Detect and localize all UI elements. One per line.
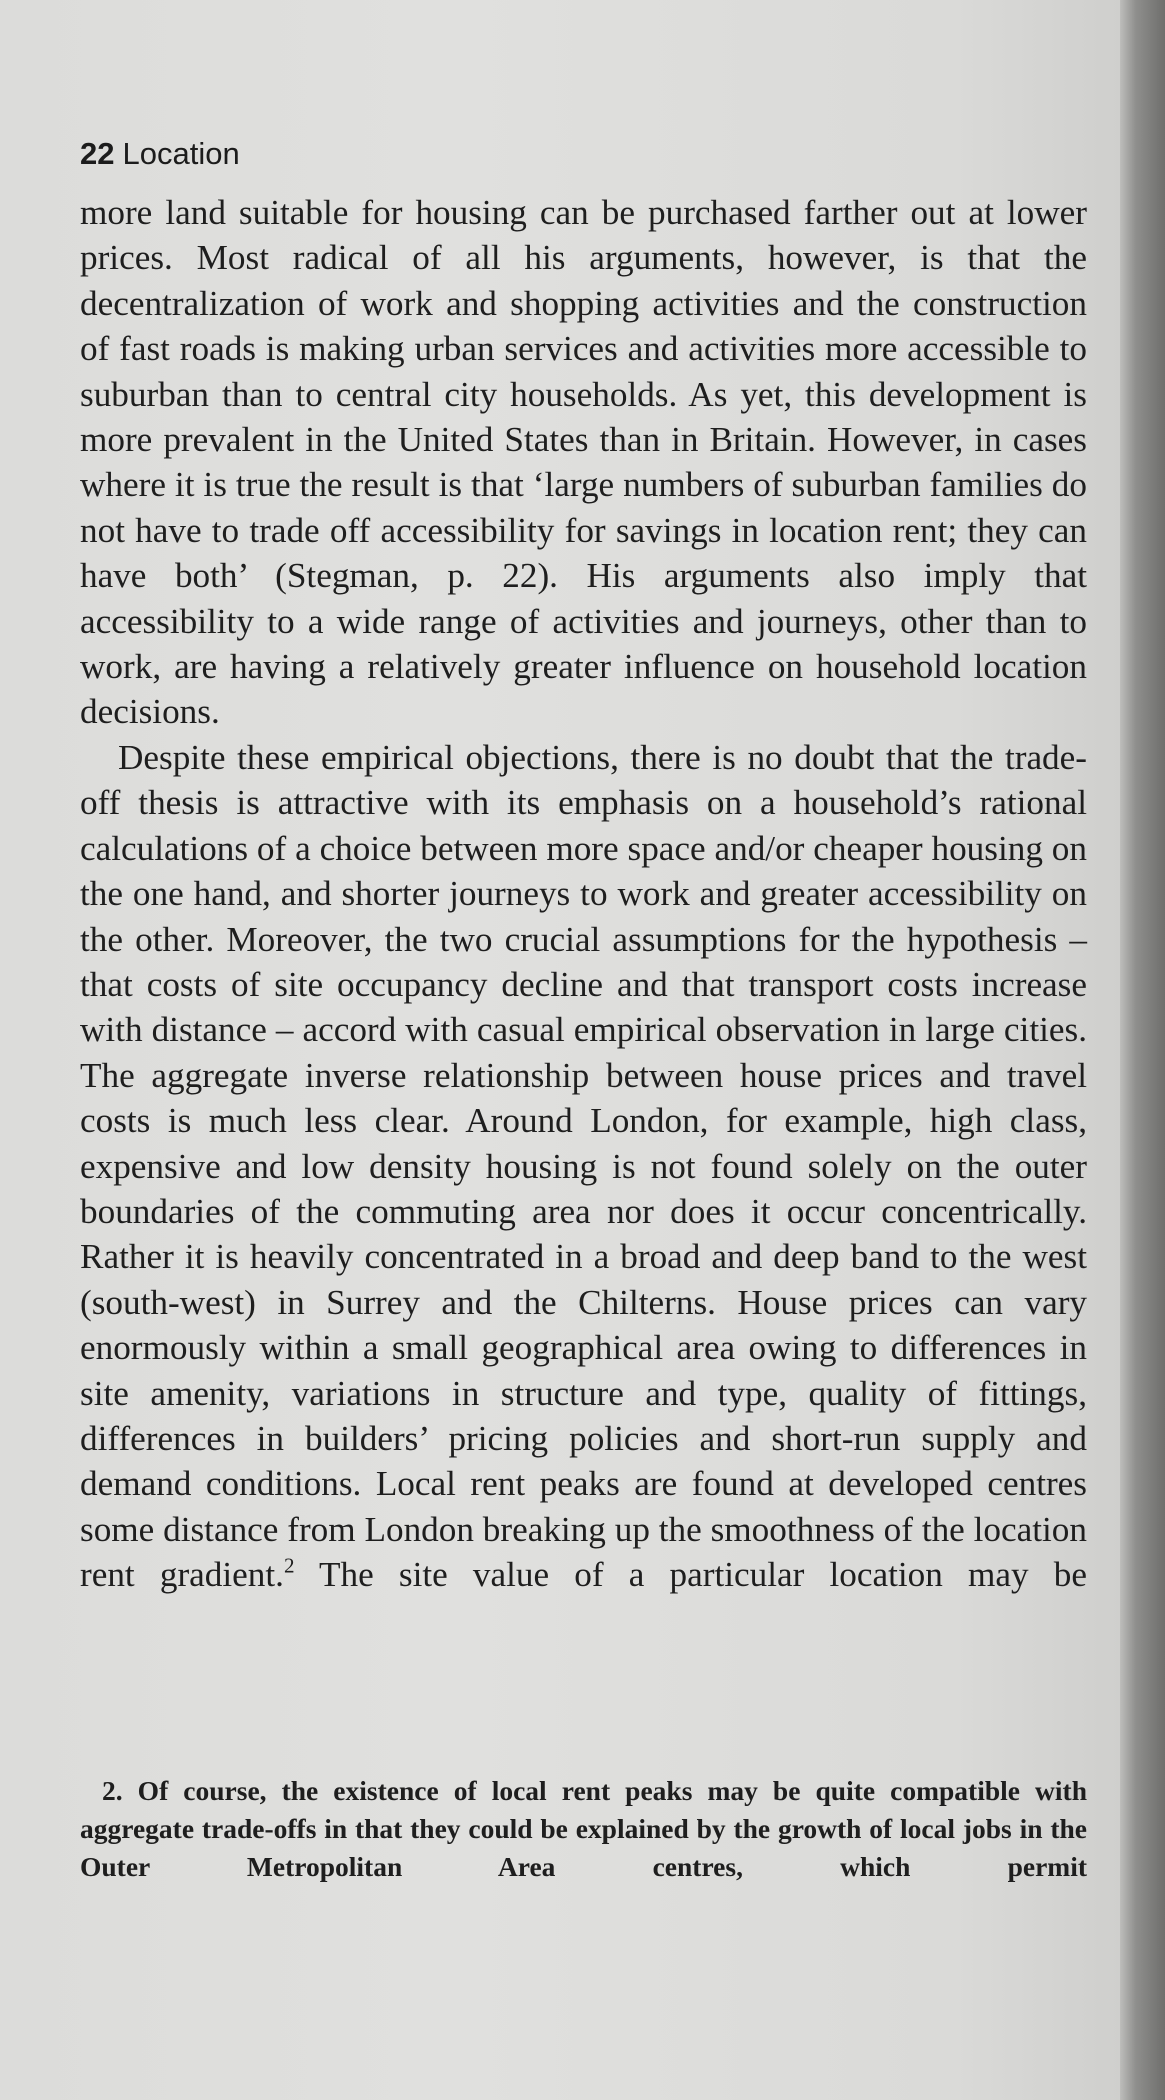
paragraph-2 xyxy=(80,735,1087,1598)
paragraph-2-tail: The site value of a particular location may be xyxy=(294,1555,1087,1595)
footnote-reference: 2 xyxy=(283,1553,295,1578)
section-title: Location xyxy=(122,136,240,171)
running-head xyxy=(80,136,240,172)
paragraph-2-text: Despite these empirical objections, there is no doubt that the trade-off thesis is attractive with its emphasis on a household’s rational calculations of a choice between more space and/or cheaper housing on the one hand, and shorter journeys to work and greater accessibility on the other. Moreover, the two crucial assumptions for the hypothesis – that costs of site occupancy decline and that transport costs increase with distance – accord with casual empirical observation in large cities. The aggregate inverse relationship between house prices and travel costs is much less clear. Around London, for example, high class, expensive and low density housing is not found solely on the outer boundaries of the commuting area nor does it occur concentrically. Rather it is heavily concentrated in a broad and deep band to the west (south-west) in Surrey and the Chilterns. House prices can vary enormously within a small geographical area owing to differences in site amenity, variations in structure and type, quality of fittings, differences in builders’ pricing policies and short-run supply and demand conditions. Local rent peaks are found at developed centres some distance from London breaking up the smoothness of the location rent gradient. xyxy=(80,737,1087,1595)
paragraph-1: more land suitable for housing can be purchased farther out at lower prices. Most radical of all his arguments, however, is that the decentralization of work and shopping activities and the construction of fast roads is making urban services and activities more accessible to suburban than to central city households. As yet, this development is more prevalent in the United States than in Britain. However, in cases where it is true the result is that ‘large numbers of suburban families do not have to trade off accessibility for savings in location rent; they can have both’ (Stegman, p. 22). His arguments also imply that accessibility to a wide range of activities and journeys, other than to work, are having a relatively greater influence on household location decisions. xyxy=(80,193,1087,732)
page-number: 22 xyxy=(80,136,115,171)
footnote xyxy=(80,1772,1087,1886)
body-text xyxy=(80,190,1087,1598)
page-edge-shadow xyxy=(1120,0,1165,2100)
footnote-2: 2. Of course, the existence of local rent peaks may be quite compatible with aggregate trade-offs in that they could be explained by the growth of local jobs in the Outer Metropolitan Area centres, which permit xyxy=(80,1775,1087,1882)
